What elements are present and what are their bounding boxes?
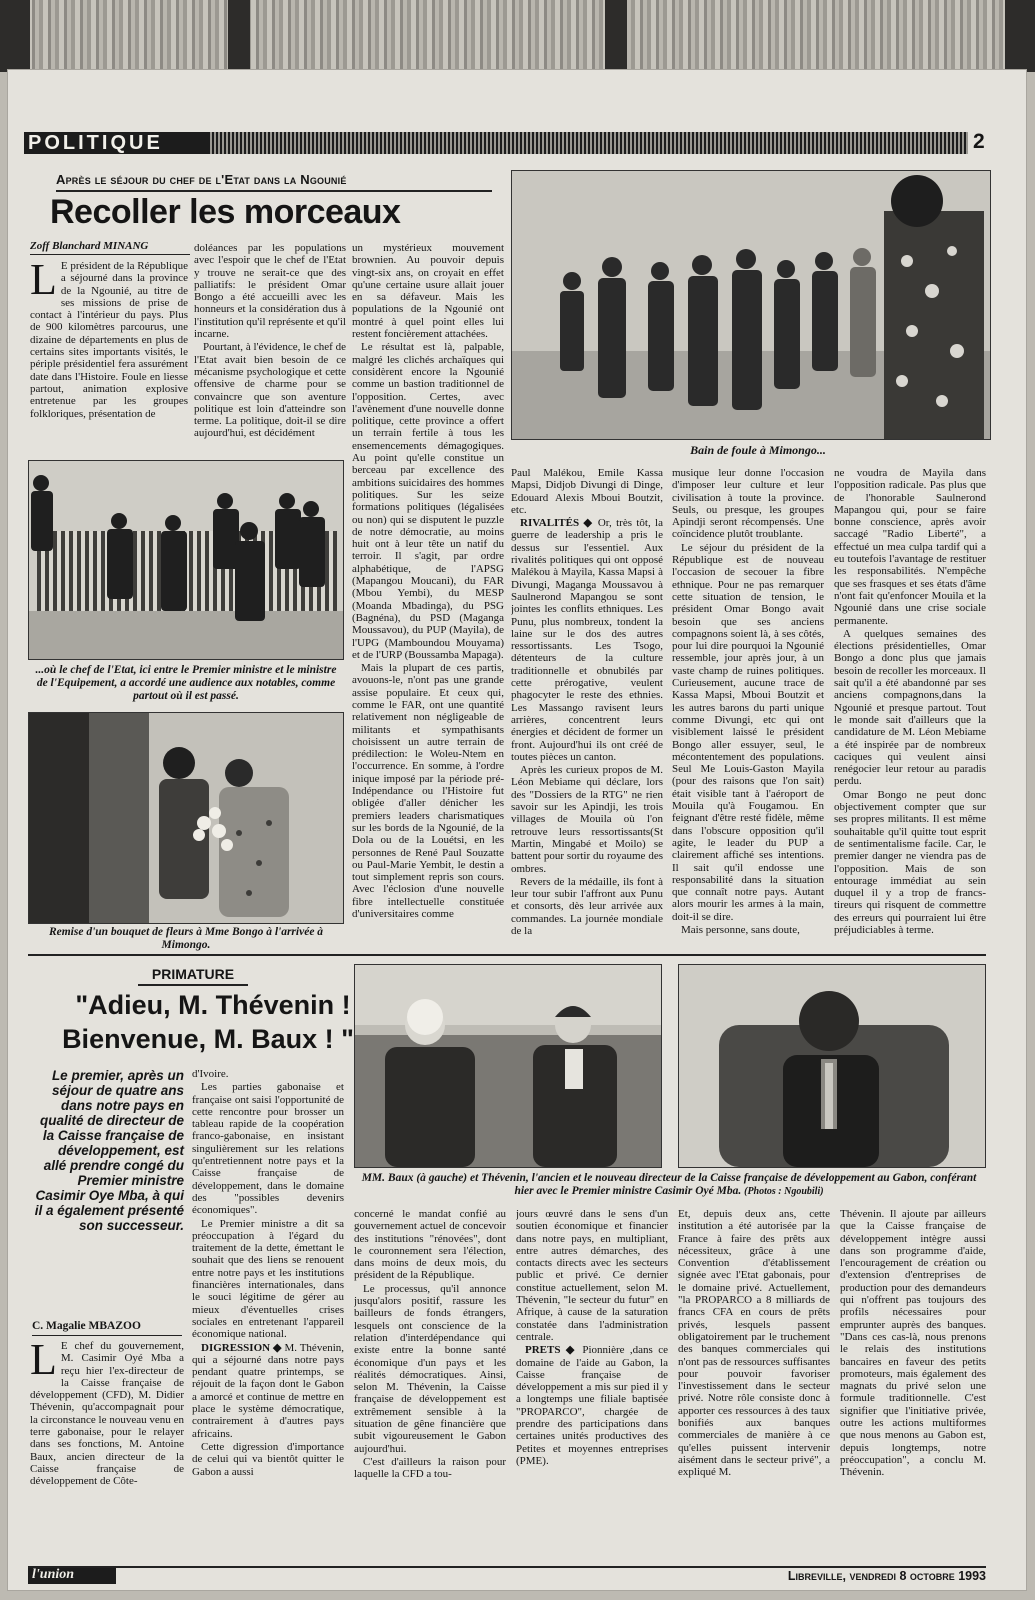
article-title: Recoller les morceaux [50, 193, 401, 231]
article1-col3-p2: Le résultat est là, palpable, malgré les clichés archaïques qui considèrent encore la Ngounié comme un bastion traditionnel de l'opposition. Certes, avec l'avènement d'une nouvelle donne politique, cette province a offert un terrain fertile à tous les ensemencements démagogiques. Au point qu'elle constitue un berceau par excellence des ambitions suicidaires des hommes politiques. Sur les seize formations politiques (légalisées ou non) qui se disputent le puzzle de notre démocratie, au moins huit ont à leur tête un natif du terroir. Il s'agit, par ordre alphabétique, de l'APSG (Mapangou Moucani), du FAR (Mbou Yembi), du MESP (Moanda Mbadinga), du PSG (Bagnéna), du PSD (Maganga Moussavou), du PUP (Mayila), de l'UPG (Mamboundou Mouyama) et de l'URP (Boussamba Mapaga). [352, 341, 504, 661]
article2-column-2 [192, 1068, 344, 1564]
article2-col4-p2: Pionnière ,dans ce domaine de l'aide au Gabon, la Caisse française de développement a mis sur pied il y a longtemps une filiale baptisée "PROPARCO", chargée de prendre des participations dans certaines unités productives des Petites et moyennes entreprises (PME). [516, 1344, 668, 1467]
drop-cap-2: L [30, 1340, 57, 1384]
article2-byline: C. Magalie MBAZOO [32, 1320, 141, 1332]
footer-date: Libreville, vendredi 8 octobre 1993 [787, 1569, 986, 1583]
article1-col4-p4: Revers de la médaille, ils font à leur tour subir l'affront aux Punu et consorts, dès leur arrivée aux commandes. La journée mondiale de la [511, 875, 663, 937]
flowers-photo-image [29, 713, 343, 923]
article1-col2-p2: Pourtant, à l'évidence, le chef de l'Etat avait bien besoin de ce mécanisme psychologique et cette offensive de charme pour se convaincre que son aventure politique est loin d'atteindre son terme. La politique, doit-il se dire aujourd'hui, est décidément [194, 341, 346, 440]
article1-col2-p1: doléances par les populations avec l'espoir que le chef de l'Etat y trouve ne serait-ce que des palliatifs: le président Omar Bongo a été accueilli avec les honneurs et la considération dus à l'institution qu'il représente et qu'il incarne. [194, 242, 346, 341]
scan-background [0, 0, 1035, 72]
meeting-photo-image [355, 965, 661, 1167]
article2-col4-p1: jours œuvré dans le sens d'un soutien économique et financier dans notre pays, en multipliant, entre autres démarches, des contacts directs avec les secteurs public et privé. Ce dernier constitue actuellement, selon M. Thévenin, "le secteur du futur" en Afrique, à cause de la saturation constatée dans l'administration centrale. [516, 1208, 668, 1343]
newspaper-sheet [8, 70, 1026, 1590]
section-label: POLITIQUE [28, 132, 163, 154]
article1-column-3 [352, 242, 504, 1014]
article1-col4-p3: Après les curieux propos de M. Léon Mebiame qui déclare, lors des "Dossiers de la RTG" ne rien savoir sur les Apindji, les trois villages de Mouila où l'on retrouve leurs ressortissants(St Martin, Mingabé et Moilo) se battent pour sortir du royaume des ombres. [511, 764, 663, 875]
article1-col5-p3: Mais personne, sans doute, [681, 923, 800, 936]
caption-flowers: Remise d'un bouquet de fleurs à Mme Bongo à l'arrivée à Mimongo. [48, 926, 324, 951]
article2-col2-p5: Cette digression d'importance de celui qui va bientôt quitter le Gabon a aussi [192, 1440, 344, 1478]
article1-col6-p3: Omar Bongo ne peut donc objectivement compter que sur ses propres militants. Il est même souhaitable qu'il quitte tout esprit de sentimentalisme facile. Car, le premier danger ne viendra pas de l'opposition. Mais de son entourage immédiat au sein duquel il y a trop de francs- tireurs qui risquent de commettre des erreurs qui pourraient lui être préjudiciables à terme. [834, 788, 986, 936]
crowd-photo-image [512, 171, 990, 439]
article-kicker: Après le séjour du chef de l'Etat dans la Ngounié [56, 172, 347, 187]
article1-column-6 [834, 467, 986, 1015]
article1-column-4 [511, 467, 663, 1015]
caption-meeting [354, 1172, 984, 1198]
article1-col6-p1: ne voudra de Mayila dans l'opposition radicale. Pas plus que de l'honorable Saulnerond Mapangou qui, pour se faire bonne conscience, après avoir saccagé "Radio Liberté", a effectué un mea culpa tardif qui a eu toutefois l'avantage de restituer les responsabilités. N'empêche que ses frasques et ses états d'âme n'ont fait qu'enfoncer Mouila et la Ngounié dans une crise sociale permanente. [834, 467, 986, 627]
article2-column-4 [516, 1208, 668, 1564]
article2-col6-p1: Thévenin. Il ajoute par ailleurs que la Caisse française de développement intègre aussi dans son programme d'aide, l'encouragement de création ou d'extension d'entreprises de production pour des demandeurs qui n'offrent pas toujours des profils nécessaires pour emprunter auprès des banques. "Dans ces cas-là, nous prenons le relais des institutions bancaires en faveur des petits promoteurs, mais également des magnats du privé selon une formule traditionnelle. C'est signifier que l'initiative privée, outre les actions multiformes que nous menons au Gabon est, depuis longtemps, notre préoccupation", a conclu M. Thévenin. [840, 1208, 986, 1479]
masthead: l'union [32, 1567, 75, 1582]
article2-col2-p1: d'Ivoire. [192, 1068, 229, 1080]
article1-col3-p1: un mystérieux mouvement brownien. Au pouvoir depuis vingt-six ans, on croyait en effet qu'une certaine usure allait jouer en sa défaveur. Mais les populations de la Ngounié ont montré à quel point elles lui restent foncièrement attachées. [352, 242, 504, 341]
drop-cap: L [30, 260, 57, 304]
article1-col5-p1: musique leur donne l'occasion d'imposer leur culture et leur civilisation à toute la province. Seuls, ou presque, les groupes Apindji seront récompensés. Une coïncidence plutôt troublante. [672, 467, 824, 541]
photo-prime-minister [678, 964, 986, 1168]
article2-col3-p2: Le processus, qu'il annonce jusqu'alors positif, rassure les bailleurs de fonds étrangers, lesquels ont conscience de la relation d'interdépendance qui existe entre la bonne santé économique d'un pays et les réalités démocratiques. Ainsi, selon M. Thévenin, la Caisse française de développement est extrêmement sensible à la situation de gêne financière que subit vigoureusement le Gabon aujourd'hui. [354, 1282, 506, 1455]
page-number: 2 [973, 130, 985, 153]
article1-col4-p1: Paul Malékou, Emile Kassa Mapsi, Didjob Divungi di Dinge, Edouard Alexis Mboui Boutzit, etc. [511, 467, 663, 516]
photo-crowd-mimongo [511, 170, 991, 440]
article2-col3-p1: concerné le mandat confié au gouvernement actuel de concevoir des institutions "rénovées", dont le couronnement sera l'élection, dans moins de deux mois, du président de la République. [354, 1208, 506, 1282]
caption-meeting-text: MM. Baux (à gauche) et Thévenin, l'ancien et le nouveau directeur de la Caisse française de développement au Gabon, conférant hier avec le Premier ministre Casimir Oyé Mba. [361, 1172, 977, 1197]
caption-audience: ...où le chef de l'Etat, ici entre le Premier ministre et le ministre de l'Equipement, a accordé une audience aux notables, comme partout où il est passé. [35, 664, 337, 702]
article-byline: Zoff Blanchard MINANG [30, 240, 149, 252]
audience-photo-image [29, 461, 343, 659]
article2-col2-p2: Les parties gabonaise et française ont saisi l'opportunité de cette rencontre pour brosser un tableau rapide de la coopération franco-gabonaise, en insistant singulièrement sur les relations qu'entretiennent notre pays et la Caisse française de développement, dans le domaine des "possibles devenirs économiques". [192, 1081, 344, 1217]
article1-col1-text: E président de la République a séjourné dans la province de la Ngounié, au titre de ses missions de prise de contact à l'intérieur du pays. Plus de 900 kilomètres parcourus, une dizaine de départements en plus de certains sites importants visités, le périple présidentiel fera assurément date dans l'Histoire. Foule en liesse partout, animation explosive entretenue par les groupes folkloriques, présentation de [30, 260, 188, 420]
photo-credit: (Photos : Ngoubili) [744, 1186, 824, 1197]
article2-column-1 [30, 1340, 184, 1560]
article1-column-5 [672, 467, 824, 1015]
section-primature: PRIMATURE [151, 966, 235, 982]
article2-title-line1: "Adieu, M. Thévenin ! [75, 990, 351, 1020]
photo-baux-thevenin [354, 964, 662, 1168]
article1-col6-p2: A quelques semaines des élections présidentielles, Omar Bongo a donc plus que jamais besoin de recoller les morceaux. Il sait qu'il a été abandonné par ses anciens compagnons,dans la Ngounié et presque partout. Tout le monde sait d'ailleurs que la candidature de M. Léon Mebiame a été inspirée par de nombreux caciques qui veulent ainsi renégocier leur retour au paradis perdu. [834, 627, 986, 788]
subhead-rivalites: RIVALITÉS ◆ [520, 517, 594, 530]
article1-col5-p2: Le séjour du président de la République est de nouveau l'occasion de secouer la fibre ethnique. Pour ne pas remarquer cette situation de tension, le président Omar Bongo avait besoin que ses anciens compagnons soient là, à ses côtés, pour lui dire pourquoi la Ngounié ressemble, jour après jour, à un vaste champ de ruines politiques. Curieusement, aucune trace de Kassa Mapsi, Mboui Boutzit et les autres barons du parti unique comme Divungi, etc qui ont visiblement laissé le président Bongo aller essuyer, seul, le mécontentement des populations. Seul Me Louis-Gaston Mayila (pour des raisons que l'on sait) était visible tant à l'aéroport de Mouila qu'à Fougamou. En feignant d'être resté fidèle, même dans l'obscure opposition qu'il agite, le leader du PUP a clairement affiché ses intentions. Il sait qu'il endosse une responsabilité dans la situation que connaît notre pays. Autant alors mourir les armes à la main, doit-il se dire. [672, 541, 824, 923]
article1-col4-p2: Or, très tôt, la guerre de leadership a pris le dessus sur l'essentiel. Aux rivalités politiques qui ont opposé Malékou à Mayila, Kassa Mapsi à Divungi, Maganga Moussavou à Saulnerond Mapangou se sont jointes les conflits ethniques. Les Punu, plus nombreux, tondent la laine sur le dos des autres ressortissants. Les Tsogo, détenteurs de la culture traditionnelle et obnubilés par cette prérogative, veulent phagocyter le reste des ethnies. Les Massango ravisent leurs arrières, concentrent leurs énergies et décident de former un front. Aujourd'hui ils ont créé de toutes pièces un canton. [511, 517, 663, 763]
article1-column-2 [194, 242, 346, 460]
article2-col2-p3: Le Premier ministre a dit sa préoccupation à l'égard du traitement de la dette, émettant le souhait que des liens se renouent entre notre pays et les institutions financières internationales, dans le souci légitime de gérer au mieux d'éventuelles crises sociales en entretenant l'appareil économique national. [192, 1217, 344, 1341]
article2-col3-p3: C'est d'ailleurs la raison pour laquelle la CFD a tou- [354, 1455, 506, 1481]
subhead-prets: PRETS ◆ [525, 1344, 577, 1357]
subhead-digression: DIGRESSION ◆ [201, 1341, 282, 1354]
footer-rule [28, 1566, 986, 1568]
pm-photo-image [679, 965, 985, 1167]
caption-crowd: Bain de foule à Mimongo... [690, 443, 826, 457]
article1-col3-p3: Mais la plupart de ces partis, avouons-le, n'ont pas une grande assise populaire. Et ceux qui, comme le FAR, ont une quantité relativement non négligeable de militants et sympathisants choisissent un autre terrain de prédilection: le Woleu-Ntem en l'occurrence. En somme, à l'ordre inique imposé par la période pré-Indépendance ou l'Histoire fut obligée d'aller dénicher les premiers leaders charismatiques sur les bords de la Ngounié, de la Dola ou de la Louétsi, en les personnes de René Paul Souzatte ou Paul-Marie Yembit, le destin a tout simplement repris son cours. Avec l'éclosion d'une nouvelle fibre intellectuelle constituée d'universitaires comme [352, 662, 504, 921]
article2-column-6 [840, 1208, 986, 1564]
article-divider [28, 954, 986, 956]
article1-column-1 [30, 260, 188, 460]
article2-title-line2: Bienvenue, M. Baux ! " [62, 1024, 354, 1054]
article2-lead: Le premier, après un séjour de quatre ans dans notre pays en qualité de directeur de la Caisse française de développement, est allé prendre congé du Premier ministre Casimir Oye Mba, à qui il a également présenté son successeur. [34, 1068, 184, 1233]
article2-column-3 [354, 1208, 506, 1564]
photo-flower-bouquet [28, 712, 344, 924]
article2-col2-p4: M. Thévenin, qui a séjourné dans notre pays pendant quatre printemps, se réjouit de la façon dont le Gabon a amorcé et continue de mettre en place le système démocratique, contrairement à d'autres pays africains. [192, 1341, 344, 1440]
article2-col5-p1: Et, depuis deux ans, cette institution a été autorisée par la France à faire des prêts aux nécessiteux, grâce à une Convention d'établissement signée avec l'Etat gabonais, pour le domaine privé. Actuellement, "la PROPARCO a 8 milliards de francs CFA en cours de prêts privés, lesquels passent obligatoirement par le truchement des banques commerciales qui n'ont pas de ressources suffisantes pour pouvoir favoriser l'investissement dans le secteur privé. Notre rôle consiste donc à apporter ces ressources à des taux bonifiés aux banques commerciales de manière à ce qu'elles puissent intervenir aisément dans le secteur privé", a expliqué M. [678, 1208, 830, 1479]
article2-col1-text: E chef du gouvernement, M. Casimir Oyé Mba a reçu hier l'ex-directeur de la Caisse française de développement (CFD), M. Didier Thévenin, qu'accompagnait pour la circonstance le nouveau venu en terre gabonaise, pour le relayer dans ses fonctions, M. Antoine Baux, ancien directeur de la Caisse française de développement de Côte- [30, 1340, 184, 1488]
article2-column-5 [678, 1208, 830, 1564]
photo-audience-notables [28, 460, 344, 660]
